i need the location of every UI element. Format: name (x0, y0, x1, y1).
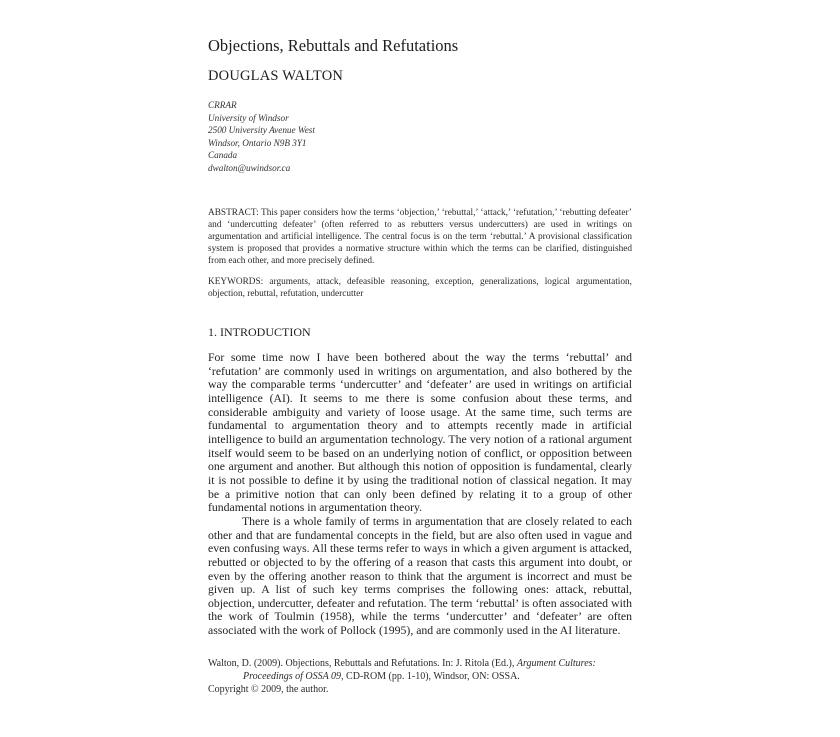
paper-title: Objections, Rebuttals and Refutations (208, 36, 459, 55)
paragraph: For some time now I have been bothered about the way the terms ‘rebuttal’ and ‘refutation’ are commonly used in writings on argumentation, and also bothered by the way the comparable terms ‘undercutter’ and ‘defeater’ are used in writings on artificial intelligence (AI). It seems to me there is some confusion about these terms, and considerable ambiguity and variety of loose usage. At the same time, such terms are fundamental to argumentation theory and to attempts recently made in artificial intelligence to build an argumentation technology. The very notion of a rational argument itself would seem to be based on an underlying notion of conflict, or opposition between one argument and another. But although this notion of opposition is fundamental, clearly it is not possible to define it by using the traditional notion of classical negation. It may be a primitive notion that can only been defined by relating it to a group of other fundamental notions in argumentation theory. (208, 351, 632, 515)
keywords: KEYWORDS: arguments, attack, defeasible reasoning, exception, generalizations, logical argumentation, objection, rebuttal, refutation, undercutter (208, 277, 632, 299)
affiliation-line: University of Windsor (208, 112, 289, 123)
abstract: ABSTRACT: This paper considers how the terms ‘objection,’ ‘rebuttal,’ ‘attack,’ ‘refutation,’ ‘rebutting defeater’ and ‘undercutting defeater’ (often referred to as rebutters versus undercutters) are used in writings on argumentation and artificial intelligence. The central focus is on the term ‘rebuttal.’ A provisional classification system is proposed that provides a normative structure within which the terms can be clarified, distinguished from each other, and more precisely defined. (208, 208, 632, 266)
author-affiliation (208, 99, 315, 175)
citation (208, 657, 638, 670)
affiliation-line: CRRAR (208, 100, 237, 110)
book-title: Argument Cultures: (516, 658, 596, 669)
author-email: dwalton@uwindsor.ca (208, 162, 291, 173)
citation-start: Walton, D. (2009). Objections, Rebuttals and Refutations. In: J. Ritola (Ed.), (208, 658, 517, 669)
book-title-continued: Proceedings of OSSA 09 (243, 671, 342, 682)
citation-end: , CD-ROM (pp. 1-10), Windsor, ON: OSSA. (341, 671, 520, 682)
citation-footer (208, 657, 638, 696)
copyright: Copyright © 2009, the author. (208, 684, 329, 695)
author-name: DOUGLAS WALTON (208, 68, 344, 84)
affiliation-line: Windsor, Ontario N9B 3Y1 (208, 137, 307, 148)
affiliation-line: Canada (208, 150, 238, 161)
affiliation-line: 2500 University Avenue West (208, 125, 315, 136)
citation-continued (208, 670, 638, 683)
section-heading: 1. INTRODUCTION (208, 325, 311, 339)
paragraph: There is a whole family of terms in argumentation that are closely related to each other and that are fundamental concepts in the field, but are also often used in vague and even confusing ways. All these terms refer to ways in which a given argument is attacked, rebutted or objected to by the offering of a reason that casts this argument into doubt, or even by the offering another reason to think that the argument is incorrect and must be given up. A list of such key terms comprises the following ones: attack, rebuttal, objection, undercutter, defeater and refutation. The term ‘rebuttal’ is often associated with the work of Toulmin (1958), while the terms ‘undercutter’ and ‘defeater’ are often associated with the work of Pollock (1995), and are commonly used in the AI literature. (208, 514, 632, 638)
body-text (208, 351, 632, 638)
